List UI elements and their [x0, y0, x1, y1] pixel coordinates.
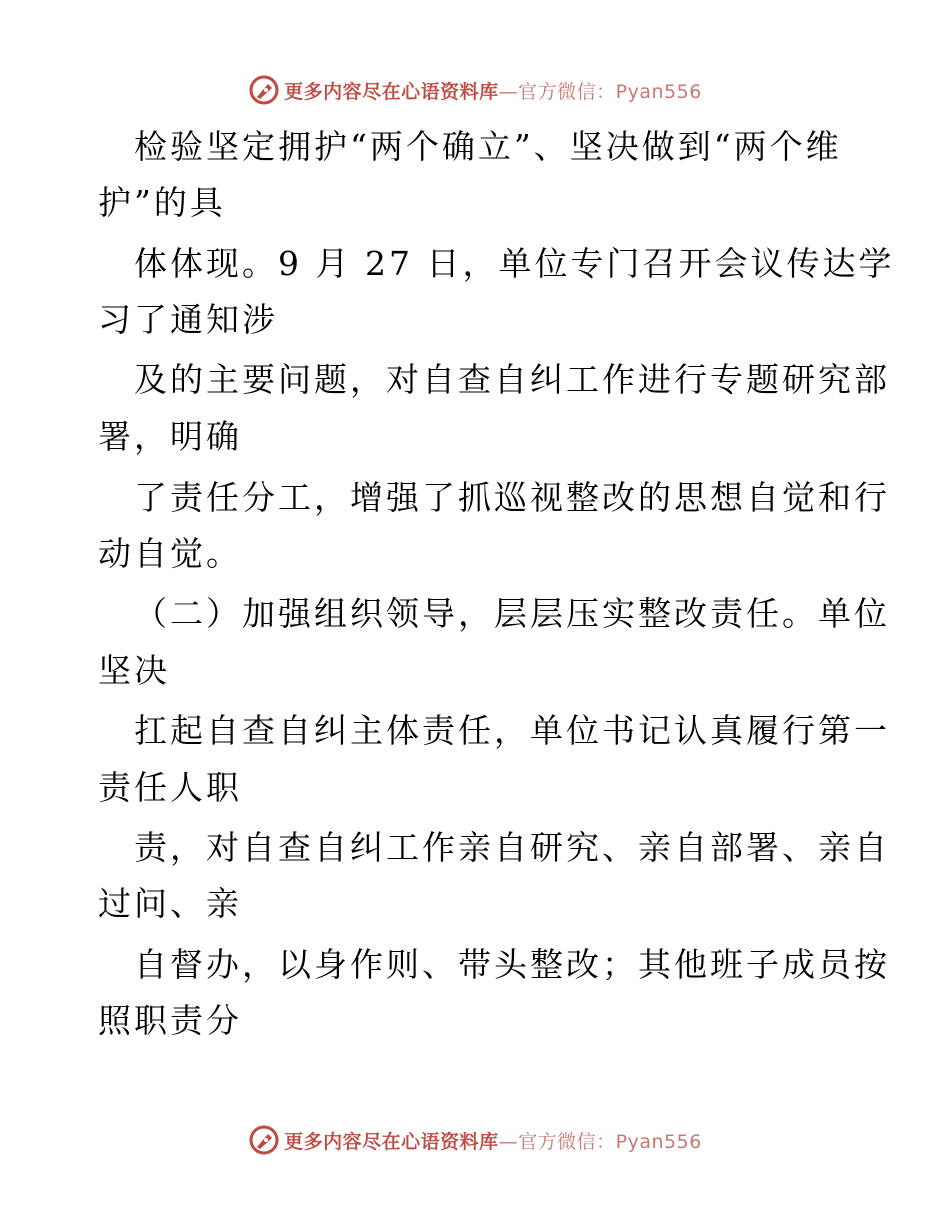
body-line: 署，明确 [98, 417, 242, 456]
pen-nib-logo-icon [248, 74, 280, 106]
body-line: 检验坚定拥护“两个确立”、坚决做到“两个维 [134, 127, 842, 166]
body-line: 了责任分工，增强了抓巡视整改的思想自觉和行 [134, 478, 890, 517]
body-line: （二）加强组织领导，层层压实整改责任。单位 [134, 594, 890, 633]
watermark-text [284, 77, 702, 104]
pen-nib-logo-icon [248, 1124, 280, 1156]
body-line: 过问、亲 [98, 884, 242, 923]
watermark-main-text: 更多内容尽在心语资料库 [284, 80, 499, 103]
body-line: 体体现。9 月 27 日，单位专门召开会议传达学 [134, 244, 895, 283]
header-watermark [0, 70, 950, 110]
body-line: 责，对自查自纠工作亲自研究、亲自部署、亲自 [134, 828, 890, 867]
watermark-contact-text: —官方微信：Pyan556 [498, 80, 702, 103]
watermark-text [284, 1127, 702, 1154]
body-line: 及的主要问题，对自查自纠工作进行专题研究部 [134, 360, 890, 399]
body-line: 护”的具 [98, 183, 226, 222]
watermark-contact-text: —官方微信：Pyan556 [498, 1130, 702, 1153]
body-line: 自督办，以身作则、带头整改；其他班子成员按 [134, 945, 890, 984]
body-line: 照职责分 [98, 1001, 242, 1040]
watermark-main-text: 更多内容尽在心语资料库 [284, 1130, 499, 1153]
body-line: 扛起自查自纠主体责任，单位书记认真履行第一 [134, 711, 890, 750]
body-line: 习了通知涉 [98, 300, 278, 339]
footer-watermark [0, 1120, 950, 1160]
body-line: 责任人职 [98, 768, 242, 807]
body-line: 坚决 [98, 651, 170, 690]
body-line: 动自觉。 [98, 534, 242, 573]
